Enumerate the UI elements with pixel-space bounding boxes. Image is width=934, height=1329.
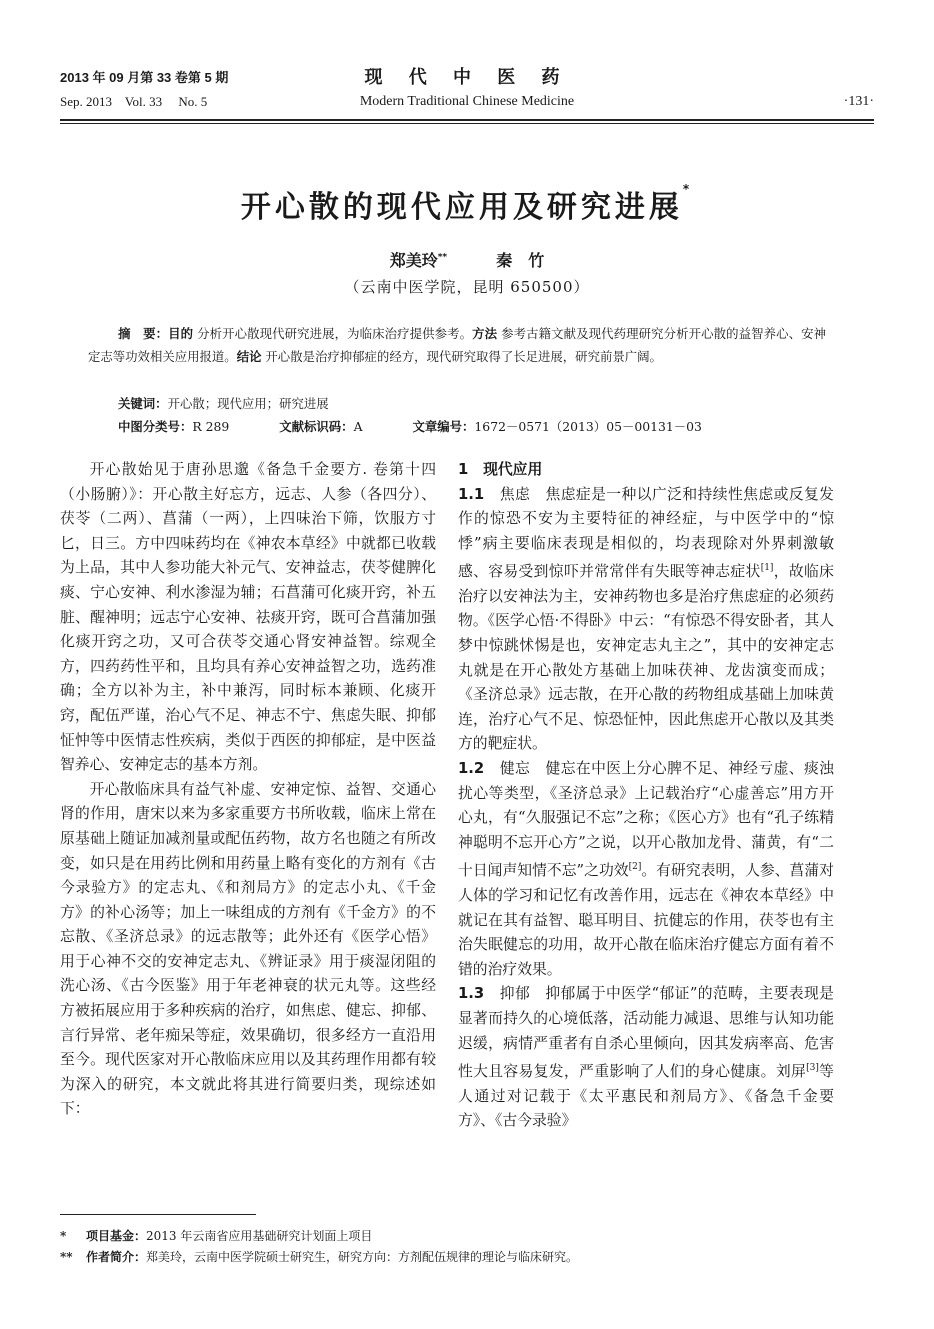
doc-code-label: 文献标识码： <box>279 419 354 434</box>
subsection-1-3-text-b: 等人通过对记载于《太平惠民和剂局方》、《备急千金要方》、《古今录验》 <box>458 1063 834 1130</box>
authors <box>0 248 934 271</box>
subsection-1-3 <box>458 982 834 1133</box>
citation-3[interactable]: [3] <box>806 1063 819 1074</box>
subsection-1-3-heading: 抑郁 <box>499 985 531 1003</box>
title-footnote-mark: * <box>682 182 694 196</box>
keywords-text: 开心散；现代应用；研究进展 <box>167 396 329 411</box>
classification <box>118 415 874 438</box>
clc-value: R 289 <box>192 419 230 434</box>
subsection-1-2-heading: 健忘 <box>499 760 531 778</box>
journal-name-en: Modern Traditional Chinese Medicine <box>359 94 575 109</box>
citation-1[interactable]: [1] <box>760 563 774 574</box>
clc-label: 中图分类号： <box>118 419 193 434</box>
doc-code-value: A <box>353 419 363 434</box>
abstract <box>88 322 826 368</box>
abstract-aim-label: 目的 <box>168 326 194 341</box>
intro-paragraph-2: 开心散临床具有益气补虚、安神定惊、益智、交通心肾的作用，唐宋以来为多家重要方书所收载，临床上常在原基础上随证加减剂量或配伍药物，故方名也随之有所改变，如只是在用药比例和用药量上略有变化的方剂有《古今录验方》的定志丸、《和剂局方》的定志小丸、《千金方》的补心汤等；加上一味组成的方剂有《千金方》的不忘散、《圣济总录》的远志散等；此外还有《医学心悟》用于心神不交的安神定志丸、《辨证录》用于痰湿闭阻的洗心汤、《古今医鉴》用于年老神衰的状元丸等。这些经方被拓展应用于多种疾病的治疗，如焦虑、健忘、抑郁、言行异常、老年痴呆等症，效果确切，很多经方一直沿用至今。现代医家对开心散临床应用以及其药理作用都有较为深入的研究，本文就此将其进行简要归类，现综述如下： <box>60 780 436 1118</box>
affiliation: （云南中医学院，昆明 650500） <box>344 278 590 296</box>
abstract-label: 摘 要： <box>118 326 169 341</box>
abstract-method-label: 方法 <box>472 326 498 341</box>
journal-name <box>60 66 874 114</box>
page-number: ·131· <box>843 94 874 109</box>
issue-cn: 2013 年 09 月第 33 卷第 5 期 <box>60 70 229 85</box>
subsection-1-3-number: 1.3 <box>458 985 485 1003</box>
section-heading-1: 1 现代应用 <box>458 461 543 478</box>
author-2: 秦 竹 <box>496 251 545 270</box>
footnote-2-text: 郑美玲，云南中医学院硕士研究生，研究方向：方剂配伍规律的理论与临床研究。 <box>146 1250 579 1264</box>
subsection-1-1 <box>458 483 834 757</box>
right-column <box>458 458 834 1134</box>
footnote-1-mark: * <box>60 1229 67 1243</box>
citation-2[interactable]: [2] <box>628 862 642 873</box>
abstract-conclusion-label: 结论 <box>236 349 262 364</box>
header-rule-thin <box>60 123 874 124</box>
subsection-1-1-heading: 焦虑 <box>499 485 531 503</box>
footnote-rule <box>60 1214 256 1215</box>
author-1-mark: ** <box>437 252 448 263</box>
subsection-1-2 <box>458 757 834 982</box>
keywords <box>118 392 329 415</box>
title-text: 开心散的现代应用及研究进展 <box>240 190 683 225</box>
footnote-funding <box>60 1226 874 1246</box>
subsection-1-2-text-b: 。有研究表明，人参、菖蒲对人体的学习和记忆有改善作用，远志在《神农本草经》中就记在其有益智、聪耳明目、抗健忘的作用，茯苓也有主治失眠健忘的功用，故开心散在临床治疗健忘方面有着不错的治疗效果。 <box>458 862 834 978</box>
left-column <box>60 458 436 1122</box>
intro-paragraph-1: 开心散始见于唐孙思邈《备急千金要方. 卷第十四（小肠腑）》：开心散主好忘方，远志、人参（各四分）、茯苓（二两）、菖蒲（一两），上四味治下筛，饮服方寸匕，日三。方中四味药均在《神农本草经》中就都已收载为上品，其中人参功能大补元气、安神益志，茯苓健脾化痰、宁心安神、利水渗湿为辅；石菖蒲可化痰开窍，补五脏、醒神明；远志宁心安神、祛痰开窍，既可合菖蒲加强化痰开窍之功，又可合茯苓交通心肾安神益智。综观全方，四药药性平和，且均具有养心安神益智之功，选药准确；全方以补为主，补中兼泻，同时标本兼顾、化痰开窍，配伍严谨，治心气不足、神志不宁、焦虑失眠、抑郁怔忡等中医情志性疾病，类似于西医的抑郁症，是中医益智养心、安神定志的基本方剂。 <box>60 461 436 774</box>
subsection-1-2-number: 1.2 <box>458 760 485 778</box>
article-title <box>0 182 934 226</box>
footnote-2-label: 作者简介： <box>86 1250 147 1264</box>
footnote-1-text: 2013 年云南省应用基础研究计划面上项目 <box>146 1229 373 1243</box>
article-no-value: 1672－0571（2013）05－00131－03 <box>474 419 702 434</box>
abstract-method: 参考古籍文献及现代药理研究分析开心散的益智养心、安神定志等功效相关应用报道。 <box>88 326 826 364</box>
author-1: 郑美玲 <box>389 251 438 270</box>
subsection-1-1-number: 1.1 <box>458 485 485 503</box>
subsection-1-1-text-b: ，故临床治疗以安神法为主，安神药物也多是治疗焦虑症的必须药物。《医学心悟·不得卧》中云：“有惊恐不得安卧者，其人梦中惊跳怵惕是也，安神定志丸主之”，其中的安神定志丸就是在开心散处方基础上加味茯神、龙齿演变而成；《圣济总录》远志散，在开心散的药物组成基础上加味黄连，治疗心气不足、惊恐怔忡，因此焦虑开心散以及其类方的靶症状。 <box>458 563 834 753</box>
subsection-1-2-text-a: 健忘在中医上分心脾不足、神经亏虚、痰浊扰心等类型，《圣济总录》上记载治疗“心虚善忘”用方开心丸，有“久服强记不忘”之称；《医心方》也有“孔子练精神聪明不忘开心方”之说，以开心散加龙骨、蒲黄，有“二十日闻声知情不忘”之功效 <box>458 760 834 880</box>
subsection-1-3-text-a: 抑郁属于中医学“郁证”的范畴，主要表现是显著而持久的心境低落，活动能力减退、思维与认知功能迟缓，病情严重者有自杀心里倾向，因其发病率高、危害性大且容易复发，严重影响了人们的身心健康。刘屏 <box>458 985 834 1081</box>
footnote-author-bio <box>60 1247 874 1267</box>
journal-name-cn: 现 代 中 医 药 <box>364 67 570 88</box>
running-header <box>60 66 874 118</box>
header-rule <box>60 119 874 121</box>
abstract-conclusion: 开心散是治疗抑郁症的经方，现代研究取得了长足进展，研究前景广阔。 <box>265 349 662 364</box>
footnote-1-label: 项目基金： <box>86 1229 147 1243</box>
subsection-1-1-text-a: 焦虑症是一种以广泛和持续性焦虑或反复发作的惊恐不安为主要特征的神经症，与中医学中的“惊悸”病主要临床表现是相似的，均表现除对外界刺激敏感、容易受到惊吓并常常伴有失眠等神志症状 <box>458 485 834 581</box>
issue-en: Sep. 2013 Vol. 33 No. 5 <box>60 94 208 109</box>
article-no-label: 文章编号： <box>412 419 475 434</box>
abstract-aim: 分析开心散现代研究进展，为临床治疗提供参考。 <box>197 326 473 341</box>
keywords-label: 关键词： <box>118 396 168 411</box>
footnote-2-mark: ** <box>60 1250 73 1264</box>
